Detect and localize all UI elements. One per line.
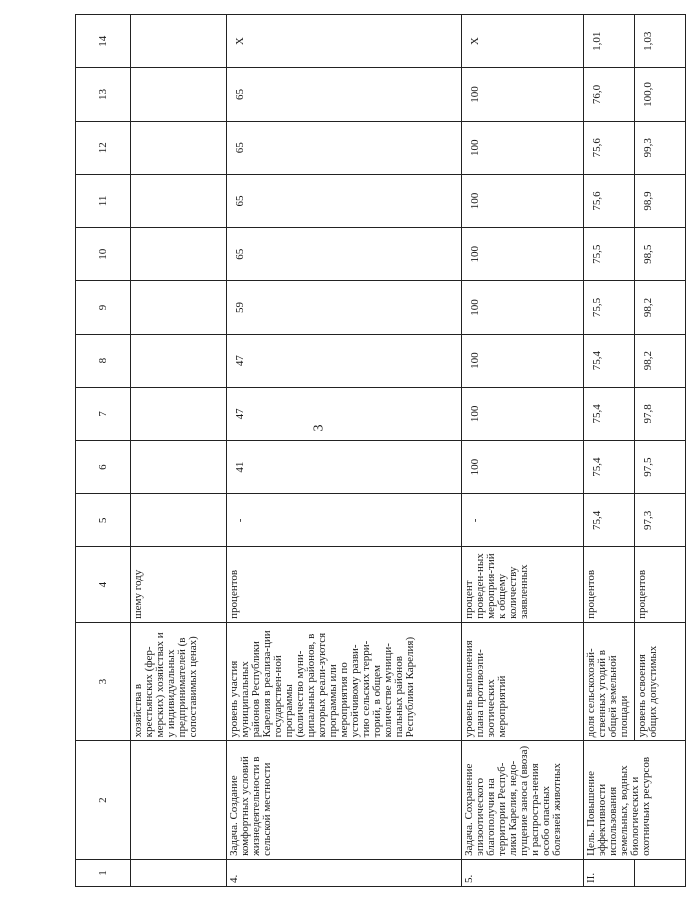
value-cell	[131, 334, 227, 387]
value-cell: 75,6	[584, 174, 635, 227]
value-cell: 75,4	[584, 334, 635, 387]
column-number: 1	[76, 859, 131, 886]
goal-cell: Цель. Повышение эффективности использования земельных, водных биологических и охотничьих ресурсов	[584, 741, 686, 860]
value-cell: 47	[227, 334, 462, 387]
value-cell: 65	[227, 228, 462, 281]
column-number-row	[76, 15, 131, 887]
value-cell: 1,03	[635, 15, 686, 68]
value-cell	[131, 441, 227, 494]
value-cell	[131, 68, 227, 121]
value-cell	[131, 121, 227, 174]
rotated-table-container	[75, 14, 659, 887]
value-cell: 100	[462, 281, 584, 334]
unit-cell: процентов	[584, 547, 635, 622]
row-number: II.	[584, 859, 635, 886]
value-cell: 75,4	[584, 387, 635, 440]
column-number: 5	[76, 494, 131, 547]
value-cell: 1,01	[584, 15, 635, 68]
value-cell: 100,0	[635, 68, 686, 121]
value-cell: 100	[462, 68, 584, 121]
value-cell: 75,6	[584, 121, 635, 174]
value-cell: 98,2	[635, 334, 686, 387]
value-cell: Х	[462, 15, 584, 68]
value-cell: Х	[227, 15, 462, 68]
value-cell: 75,5	[584, 281, 635, 334]
row-number: 5.	[462, 859, 584, 886]
column-number: 7	[76, 387, 131, 440]
value-cell: 100	[462, 441, 584, 494]
value-cell: 99,3	[635, 121, 686, 174]
unit-cell: процентов	[227, 547, 462, 622]
value-cell	[131, 228, 227, 281]
column-number: 9	[76, 281, 131, 334]
value-cell: 65	[227, 174, 462, 227]
value-cell: 75,5	[584, 228, 635, 281]
value-cell: 100	[462, 387, 584, 440]
value-cell: 97,5	[635, 441, 686, 494]
row-number	[131, 859, 227, 886]
indicators-table	[75, 14, 686, 887]
row-number	[635, 859, 686, 886]
unit-cell: шему году	[131, 547, 227, 622]
indicator-cell: хозяйства в крестьянских (фер-мерских) хозяйствах и у индивидуальных предпринимателей (в сопоставимых ценах)	[131, 622, 227, 741]
value-cell	[131, 15, 227, 68]
goal-cell: Задача. Сохранение эпизоотического благополучия на территории Респуб-лики Карелия, недо-пущение заноса (ввоза) и распростра-нения особо опасных болезней животных	[462, 741, 584, 860]
column-number: 3	[76, 622, 131, 741]
value-cell: 75,4	[584, 441, 635, 494]
value-cell	[131, 174, 227, 227]
table-row	[131, 15, 227, 887]
column-number: 12	[76, 121, 131, 174]
table-row	[584, 15, 635, 887]
value-cell: 41	[227, 441, 462, 494]
unit-cell: процентов	[635, 547, 686, 622]
indicator-cell: уровень выполнения плана противоэпи-зоотических мероприятий	[462, 622, 584, 741]
column-number: 6	[76, 441, 131, 494]
value-cell: 100	[462, 174, 584, 227]
value-cell: 98,2	[635, 281, 686, 334]
indicator-cell: уровень участия муниципальных районов Республики Карелия в реализа-ции государствен-ной программы (количество муни-ципальных районов, в которых реали-зуются программы или мероприятия по устойчивому разви-тию сельских терри-торий, в общем количестве муници-пальных районов Республики Карелия)	[227, 622, 462, 741]
indicator-cell: уровень освоения общих допустимых	[635, 622, 686, 741]
column-number: 14	[76, 15, 131, 68]
value-cell: -	[227, 494, 462, 547]
table-row	[227, 15, 462, 887]
value-cell: 75,4	[584, 494, 635, 547]
column-number: 2	[76, 741, 131, 860]
unit-cell: процент проведен-ных мероприя-тий к общему количеству заявленных	[462, 547, 584, 622]
indicator-cell: доля сельскохозяй-ственных угодий в общей земельной площади	[584, 622, 635, 741]
value-cell: 76,0	[584, 68, 635, 121]
row-number: 4.	[227, 859, 462, 886]
value-cell	[131, 387, 227, 440]
goal-cell: Задача. Создание комфортных условий жизнедеятельности в сельской местности	[227, 741, 462, 860]
column-number: 11	[76, 174, 131, 227]
value-cell	[131, 494, 227, 547]
value-cell: 97,3	[635, 494, 686, 547]
column-number: 13	[76, 68, 131, 121]
column-number: 4	[76, 547, 131, 622]
page-number: 3	[311, 424, 327, 432]
value-cell: 97,8	[635, 387, 686, 440]
value-cell: 100	[462, 334, 584, 387]
value-cell: 47	[227, 387, 462, 440]
column-number: 10	[76, 228, 131, 281]
value-cell: 98,9	[635, 174, 686, 227]
value-cell: 98,5	[635, 228, 686, 281]
column-number: 8	[76, 334, 131, 387]
value-cell: -	[462, 494, 584, 547]
value-cell: 100	[462, 121, 584, 174]
value-cell: 59	[227, 281, 462, 334]
goal-cell	[131, 741, 227, 860]
value-cell: 100	[462, 228, 584, 281]
value-cell: 65	[227, 68, 462, 121]
table-row	[462, 15, 584, 887]
value-cell	[131, 281, 227, 334]
value-cell: 65	[227, 121, 462, 174]
